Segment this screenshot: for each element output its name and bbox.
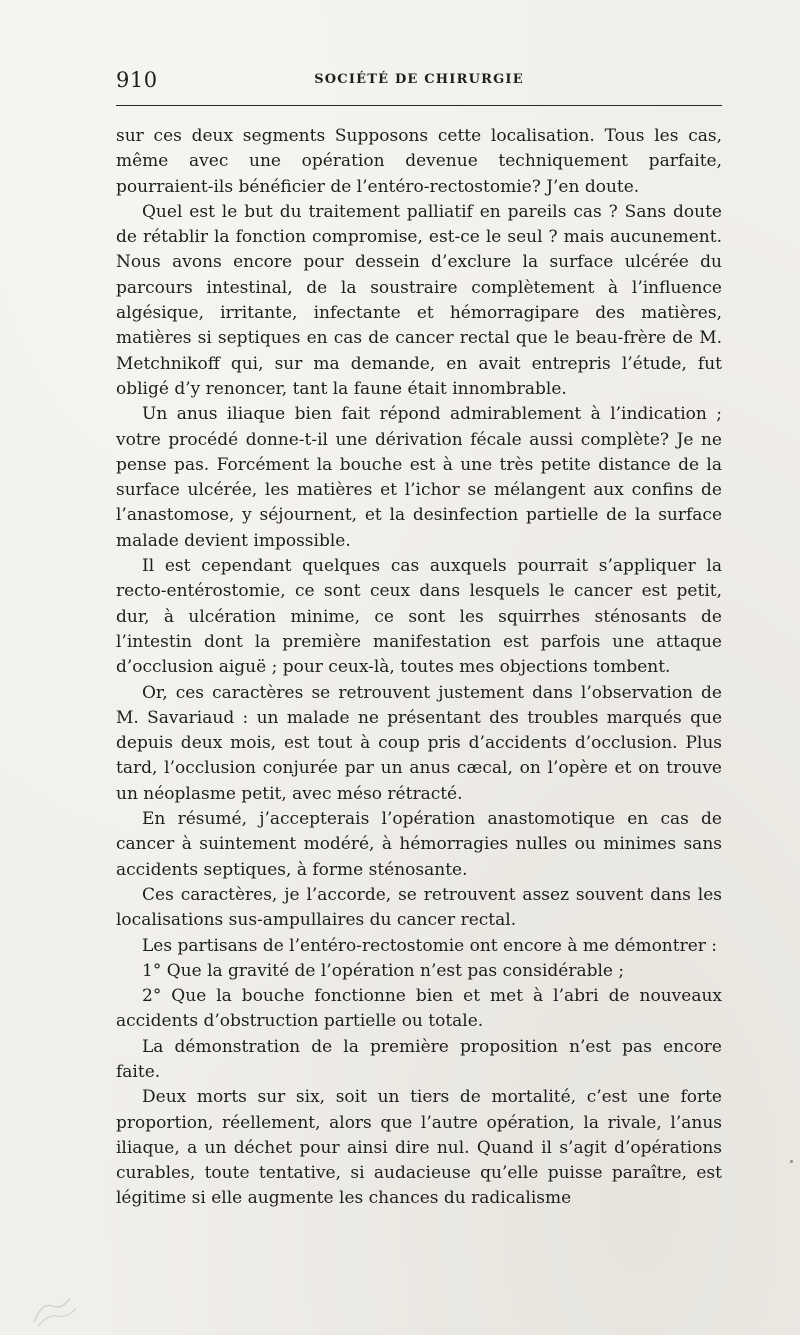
running-title: SOCIÉTÉ DE CHIRURGIE xyxy=(314,72,524,87)
paragraph: Or, ces caractères se retrouvent justement dans l’observation de M. Savariaud : un malade ne présentant des troubles marqués que depuis deux mois, est tout à coup pris d’accidents d’occlusion. Plus tard, l’occlusion conjurée par un anus cæcal, on l’opère et on trouve un néoplasme petit, avec méso rétracté. xyxy=(116,682,722,804)
paragraph: Ces caractères, je l’accorde, se retrouvent assez souvent dans les localisations sus-ampullaires du cancer rectal. xyxy=(116,884,722,931)
paragraph: Deux morts sur six, soit un tiers de mortalité, c’est une forte proportion, réellement, alors que l’autre opération, la rivale, l’anus iliaque, a un déchet pour ainsi dire nul. Quand il s’agit d’opérations curables, toute tentative, si audacieuse qu’elle puisse paraître, est légitime si elle augmente les chances du radicalisme xyxy=(116,1087,722,1209)
paragraph: La démonstration de la première proposition n’est pas encore faite. xyxy=(116,1036,722,1082)
page-number: 910 xyxy=(116,68,158,92)
paragraph: Un anus iliaque bien fait répond admirablement à l’indication ; votre procédé donne-t-il une dérivation fécale aussi complète? Je ne pense pas. Forcément la bouche est à une très petite distance de la surface ulcérée, les matières et l’ichor se mélangent aux confins de l’anastomose, y séjournent, et la desinfection partielle de la surface malade devient impossible. xyxy=(116,404,722,551)
list-item-2: 2° Que la bouche fonctionne bien et met à l’abri de nouveaux accidents d’obstruction partielle ou totale. xyxy=(116,986,722,1032)
list-item-1: 1° Que la gravité de l’opération n’est pas considérable ; xyxy=(142,960,625,981)
paragraph: Les partisans de l’entéro-rectostomie ont encore à me démontrer : xyxy=(142,935,718,956)
paragraph: Quel est le but du traitement palliatif en pareils cas ? Sans doute de rétablir la fonction compromise, est-ce le seul ? mais aucunement. Nous avons encore pour dessein d’exclure la surface ulcérée du parcours intestinal, de la soustraire complètement à l’influence algésique, irritante, infectante et hémorragipare des matières, matières si septiques en cas de cancer rectal que le beau-frère de M. Metchnikoff qui, sur ma demande, en avait entrepris l’étude, fut obligé d’y renoncer, tant la faune était innombrable. xyxy=(116,201,722,399)
paper-speck xyxy=(790,1160,793,1163)
paragraph: sur ces deux segments Supposons cette localisation. Tous les cas, même avec une opération devenue techniquement parfaite, pourraient-ils bénéficier de l’entéro-rectostomie? J’en doute. xyxy=(116,126,722,197)
header-rule xyxy=(116,105,722,106)
body-text xyxy=(116,124,722,1212)
page-header xyxy=(116,68,722,98)
paragraph: Il est cependant quelques cas auxquels pourrait s’appliquer la recto-entérostomie, ce sont ceux dans lesquels le cancer est petit, dur, à ulcération minime, ce sont les squirrhes sténosants de l’intestin dont la première manifestation est parfois une attaque d’occlusion aiguë ; pour ceux-là, toutes mes objections tombent. xyxy=(116,556,722,678)
library-stamp-mark xyxy=(30,1292,80,1328)
paragraph: En résumé, j’accepterais l’opération anastomotique en cas de cancer à suintement modéré, à hémorragies nulles ou minimes sans accidents septiques, à forme sténosante. xyxy=(116,809,722,880)
